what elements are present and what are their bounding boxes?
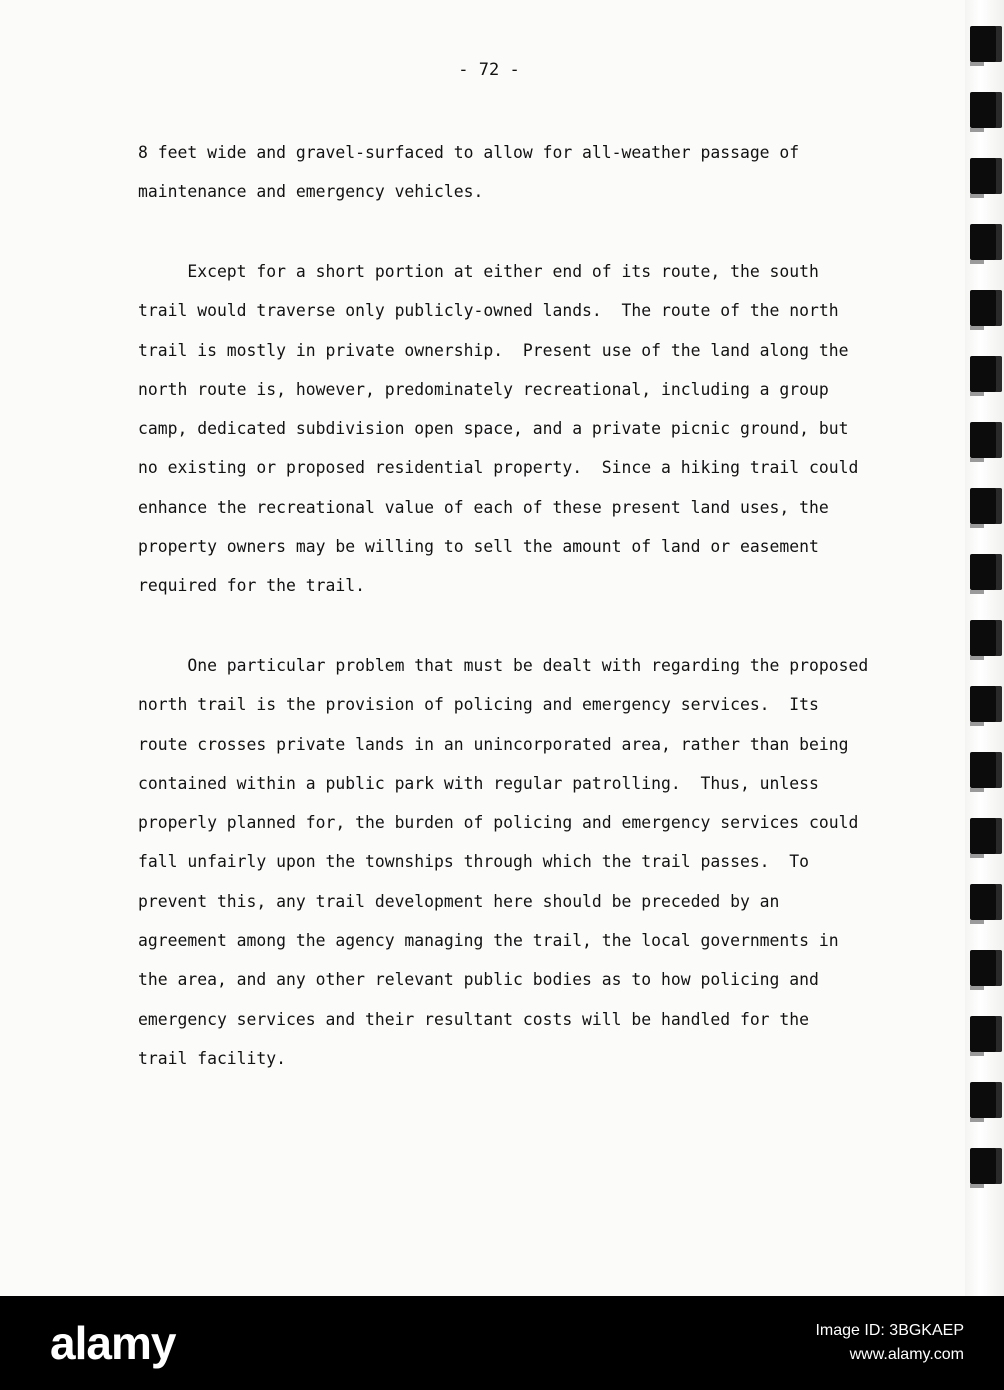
text-line: agreement among the agency managing the trail, the local governments in [138, 931, 839, 951]
text-line: north trail is the provision of policing and emergency services. Its [138, 695, 819, 715]
binding-ring [970, 1148, 1002, 1184]
text-line: Except for a short portion at either end of its route, the south [138, 262, 819, 281]
text-line: required for the trail. [138, 576, 365, 596]
binding-ring [970, 1082, 1002, 1118]
image-id-label: Image ID: 3BGKAEP [815, 1322, 964, 1339]
text-line: fall unfairly upon the townships through which the trail passes. To [138, 852, 810, 872]
binding-ring [970, 1016, 1002, 1052]
paragraph-1 [138, 133, 799, 212]
binding-ring [970, 488, 1002, 524]
text-line: trail is mostly in private ownership. Present use of the land along the [138, 340, 849, 360]
text-line: trail would traverse only publicly-owned lands. The route of the north [138, 301, 839, 321]
text-line: enhance the recreational value of each of these present land uses, the [138, 497, 829, 517]
binding-ring [970, 554, 1002, 590]
text-line: property owners may be willing to sell the amount of land or easement [138, 537, 819, 557]
binding-ring [970, 884, 1002, 920]
binding-ring [970, 224, 1002, 260]
binding-ring [970, 422, 1002, 458]
text-line: trail facility. [138, 1048, 287, 1068]
binding-ring [970, 290, 1002, 326]
text-line: prevent this, any trail development here should be preceded by an [138, 891, 780, 911]
text-line: emergency services and their resultant costs will be handled for the [138, 1009, 810, 1029]
paragraph-2 [138, 252, 858, 606]
page-number: - 72 - [458, 60, 520, 80]
brand-logo: alamy [50, 1317, 176, 1369]
text-line: north route is, however, predominately recreational, including a group [138, 379, 829, 399]
binding-ring [970, 752, 1002, 788]
text-line: no existing or proposed residential property. Since a hiking trail could [138, 458, 859, 478]
binding-ring [970, 158, 1002, 194]
text-line: contained within a public park with regular patrolling. Thus, unless [138, 773, 819, 793]
paragraph-3 [138, 646, 868, 1078]
binding-ring [970, 92, 1002, 128]
text-line: properly planned for, the burden of policing and emergency services could [138, 813, 859, 833]
text-line: the area, and any other relevant public bodies as to how policing and [138, 970, 819, 990]
binding-ring [970, 26, 1002, 62]
text-line: One particular problem that must be dealt with regarding the proposed [138, 656, 869, 675]
site-url: www.alamy.com [849, 1346, 964, 1363]
text-line: camp, dedicated subdivision open space, and a private picnic ground, but [138, 419, 849, 439]
binding-ring [970, 686, 1002, 722]
binding-ring [970, 818, 1002, 854]
text-line: route crosses private lands in an unincorporated area, rather than being [138, 734, 849, 754]
binding-ring [970, 620, 1002, 656]
binding-ring [970, 950, 1002, 986]
binding-ring [970, 356, 1002, 392]
text-line: maintenance and emergency vehicles. [138, 182, 484, 202]
text-line: 8 feet wide and gravel-surfaced to allow for all-weather passage of [138, 143, 800, 162]
